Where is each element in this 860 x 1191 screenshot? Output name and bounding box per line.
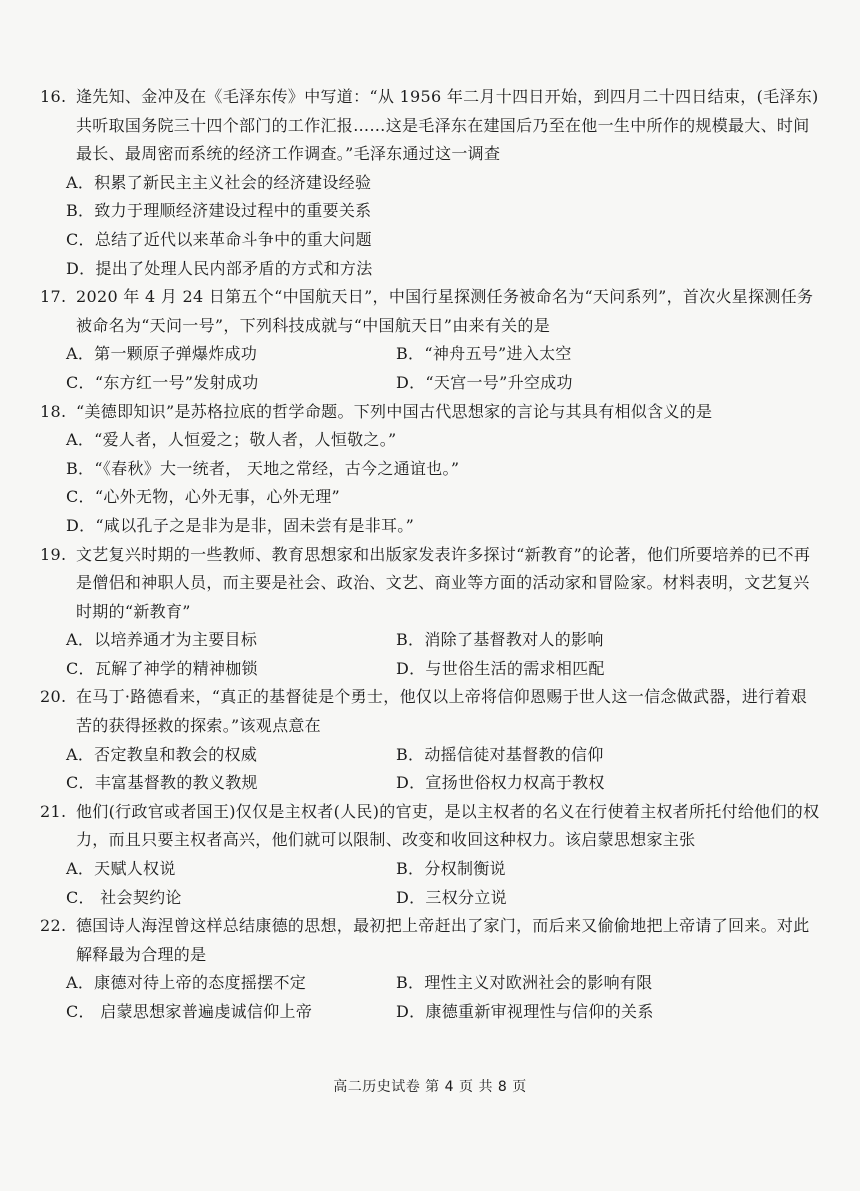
option-b: B．消除了基督教对人的影响 <box>396 630 604 650</box>
question-text: 2020 年 4 月 24 日第五个“中国航天日”，中国行星探测任务被命名为“天问系列”，首次火星探测任务被命名为“天问一号”，下列科技成就与“中国航天日”由来有关的是 <box>76 287 814 335</box>
question-number: 22. <box>40 916 67 936</box>
option-c: C．“心外无物，心外无事，心外无理” <box>66 487 341 507</box>
option-a: A．康德对待上帝的态度摇摆不定 <box>66 973 307 993</box>
question-stem <box>40 83 820 169</box>
question-number: 19. <box>40 544 67 564</box>
option-a: A．否定教皇和教会的权威 <box>66 744 258 764</box>
option-c: C．总结了近代以来革命斗争中的重大问题 <box>66 229 372 249</box>
question-21 <box>40 798 820 912</box>
question-20 <box>40 683 820 797</box>
question-17 <box>40 283 820 397</box>
question-text: 文艺复兴时期的一些教师、教育思想家和出版家发表许多探讨“新教育”的论著，他们所要培养的已不再是僧侣和神职人员，而主要是社会、政治、文艺、商业等方面的活动家和冒险家。材料表明，文艺复兴时期的“新教育” <box>76 544 811 621</box>
question-text: “美德即知识”是苏格拉底的哲学命题。下列中国古代思想家的言论与其具有相似含义的是 <box>76 401 713 421</box>
question-22 <box>40 912 820 1026</box>
question-18 <box>40 398 820 541</box>
options <box>40 626 820 683</box>
option-d: D．康德重新审视理性与信仰的关系 <box>396 1002 654 1021</box>
option-d: D．提出了处理人民内部矛盾的方式和方法 <box>66 258 373 278</box>
question-number: 20. <box>40 687 67 707</box>
option-c: C． 启蒙思想家普遍虔诚信仰上帝 <box>66 1002 313 1021</box>
option-b: B．“神舟五号”进入太空 <box>396 344 572 364</box>
options <box>40 340 820 397</box>
option-b: B．理性主义对欧洲社会的影响有限 <box>396 973 653 993</box>
options <box>40 169 820 283</box>
question-number: 17. <box>40 287 67 307</box>
option-c: C．丰富基督教的教义教规 <box>66 773 258 793</box>
question-text: 德国诗人海涅曾这样总结康德的思想，最初把上帝赶出了家门，而后来又偷偷地把上帝请了回来。对此解释最为合理的是 <box>76 916 810 964</box>
option-d: D．“天宫一号”升空成功 <box>396 372 573 392</box>
question-stem <box>40 912 820 969</box>
question-number: 18. <box>40 401 67 421</box>
option-a: A．积累了新民主主义社会的经济建设经验 <box>66 172 372 192</box>
option-b: B．动摇信徒对基督教的信仰 <box>396 744 604 764</box>
option-d: D．宣扬世俗权力权高于教权 <box>396 773 605 793</box>
options <box>40 969 820 1026</box>
page-footer: 高二历史试卷 第 4 页 共 8 页 <box>333 1079 527 1095</box>
option-b: B．分权制衡说 <box>396 859 506 879</box>
option-a: A．“爱人者，人恒爱之；敬人者，人恒敬之。” <box>66 430 397 450</box>
question-number: 21. <box>40 801 67 821</box>
options <box>40 855 820 912</box>
option-c: C．瓦解了神学的精神枷锁 <box>66 658 258 678</box>
option-c: C． 社会契约论 <box>66 887 182 907</box>
question-16 <box>40 83 820 283</box>
option-d: D．“咸以孔子之是非为是非，固未尝有是非耳。” <box>66 515 415 535</box>
question-text: 逄先知、金冲及在《毛泽东传》中写道：“从 1956 年二月十四日开始，到四月二十四日结束，(毛泽东)共听取国务院三十四个部门的工作汇报……这是毛泽东在建国后乃至在他一生中所作的规模最大、时间最长、最周密而系统的经济工作调查。”毛泽东通过这一调查 <box>76 87 819 164</box>
question-stem <box>40 683 820 740</box>
option-d: D．三权分立说 <box>396 887 507 907</box>
option-d: D．与世俗生活的需求相匹配 <box>396 658 605 678</box>
question-stem <box>40 283 820 340</box>
options <box>40 741 820 798</box>
question-stem <box>40 398 820 427</box>
option-b: B．致力于理顺经济建设过程中的重要关系 <box>66 201 372 221</box>
options <box>40 426 820 540</box>
question-19 <box>40 541 820 684</box>
question-stem <box>40 798 820 855</box>
option-b: B．“《春秋》大一统者， 天地之常经，古今之通谊也。” <box>66 458 460 478</box>
question-text: 他们(行政官或者国王)仅仅是主权者(人民)的官吏，是以主权者的名义在行使着主权者所托付给他们的权力，而且只要主权者高兴，他们就可以限制、改变和收回这种权力。该启蒙思想家主张 <box>76 801 820 850</box>
option-a: A．以培养通才为主要目标 <box>66 630 258 650</box>
option-c: C．“东方红一号”发射成功 <box>66 372 259 392</box>
question-stem <box>40 541 820 627</box>
question-text: 在马丁·路德看来，“真正的基督徒是个勇士，他仅以上帝将信仰恩赐于世人这一信念做武器，进行着艰苦的获得拯救的探索。”该观点意在 <box>76 687 808 736</box>
question-number: 16. <box>40 87 67 106</box>
option-a: A．第一颗原子弹爆炸成功 <box>66 344 258 364</box>
option-a: A．天赋人权说 <box>66 859 176 879</box>
